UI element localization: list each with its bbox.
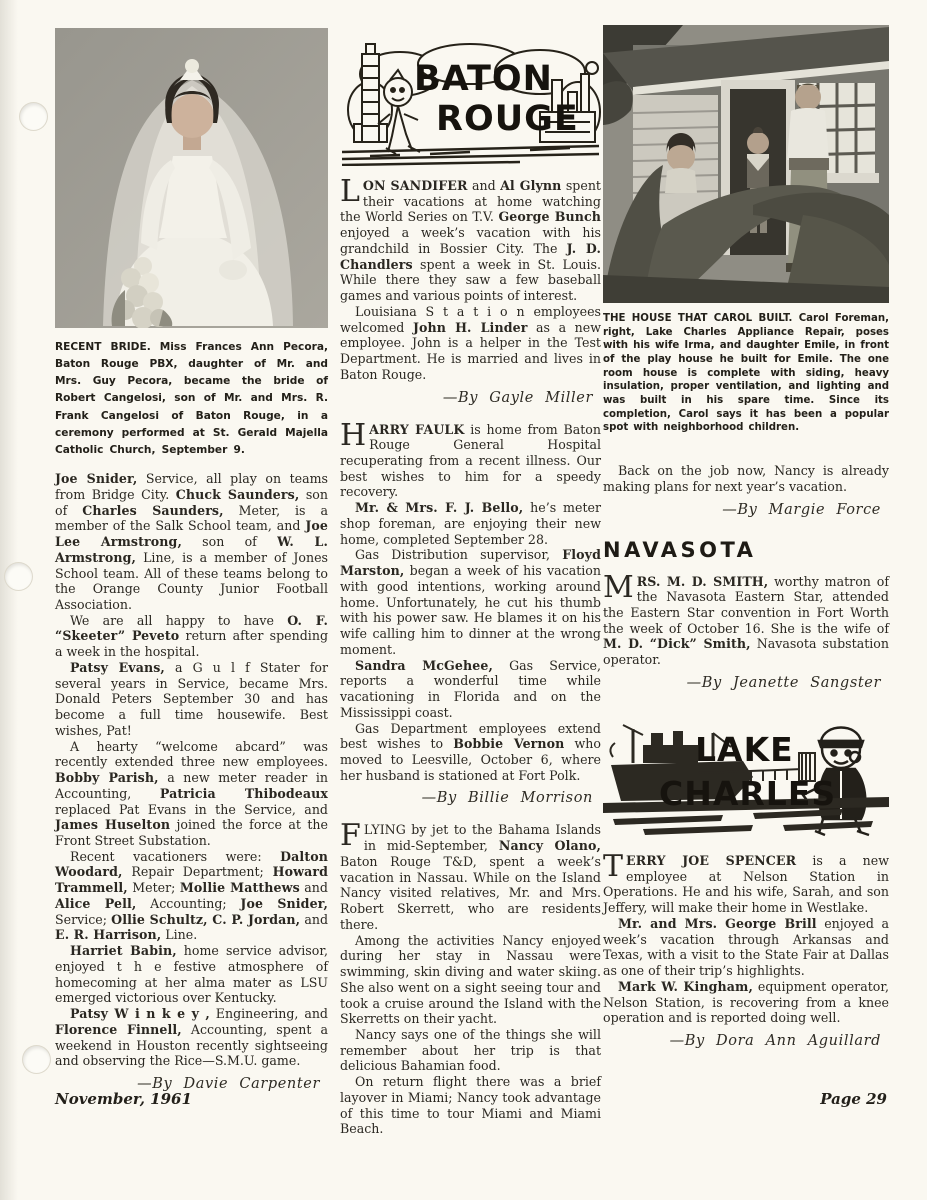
paragraph: Nancy says one of the things she will remember about her trip is that delicious Bahamian food. [340, 1026, 601, 1074]
navasota-heading: NAVASOTA [603, 537, 757, 562]
nancy-wrapup [603, 463, 889, 494]
paragraph: A hearty “welcome abcard” was recently extended three new employees. Bobby Parish, a new meter reader in Accounting, Patricia Thibodeaux replaced Pat Evans in the Service, and James Huselton joined the force at the Front Street Substation. [55, 738, 329, 848]
paragraph: Patsy Evans, a G u l f Stater for several years in Service, became Mrs. Donald Peters September 30 and has become a full time housewife. Best wishes, Pat! [55, 659, 329, 738]
lake-charles-body [603, 848, 890, 1026]
paragraph: LON SANDIFER and Al Glynn spent their vacations at home watching the World Series on T.V. George Bunch enjoyed a week’s vacation with his grandchild in Bossier City. The J. D. Chandlers spent a week in St. Louis. While there they saw a few baseball games and various points of interest. [340, 174, 601, 304]
paragraph: Harriet Babin, home service advisor, enjoyed t h e festive atmosphere of homecoming at her alma mater as LSU emerged victorious over Kentucky. [55, 943, 328, 1006]
paragraph: MRS. M. D. SMITH, worthy matron of the Navasota Eastern Star, attended the Eastern Star convention in Fort Worth the week of October 16. She is the wife of M. D. “Dick” Smith, Navasota substation operator. [603, 569, 889, 668]
paragraph: We are all happy to have O. F. “Skeeter” Peveto return after spending a week in the hospital. [55, 612, 329, 660]
punch-hole [23, 1046, 50, 1073]
paragraph: Recent vacationers were: Dalton Woodard, Repair Department; Howard Trammell, Meter; Mollie Matthews and Alice Pell, Accounting; Joe Snider, Service; Ollie Schultz, C. P. Jordan, and E. R. Harrison, Line. [55, 848, 329, 943]
paragraph: Mark W. Kingham, equipment operator, Nelson Station, is recovering from a knee operation and is reported doing well. [603, 978, 889, 1026]
paragraph: Louisiana S t a t i o n employees welcomed John H. Linder as a new employee. John is a helper in the Test Department. He is married and lives in Baton Rouge. [340, 303, 601, 382]
paragraph: Mr. and Mrs. George Brill enjoyed a week’s vacation through Arkansas and Texas, with a visit to the State Fair at Dallas as one of their trip’s highlights. [603, 915, 889, 979]
middle-column [340, 40, 601, 1137]
paragraph: Sandra McGehee, Gas Service, reports a wonderful time while vacationing in Florida and on the Mississippi coast. [340, 657, 601, 720]
byline-dora-ann-aguillard: —By Dora Ann Aguillard [669, 1033, 881, 1049]
baton-rouge-section-3 [340, 818, 601, 1137]
byline-billie-morrison: —By Billie Morrison [421, 790, 593, 807]
issue-date: November, 1961 [55, 1090, 192, 1108]
navasota-body [603, 569, 889, 668]
byline-jeanette-sangster: —By Jeanette Sangster [686, 674, 881, 691]
paragraph: Gas Department employees extend best wishes to Bobbie Vernon who moved to Leesville, October 6, where her husband is stationed at Fort Polk. [340, 720, 601, 783]
drop-cap: T [603, 848, 624, 884]
paragraph: HARRY FAULK is home from Baton Rouge General Hospital recuperating from a recent illness. Our best wishes to him for a speedy recovery. [340, 417, 601, 500]
right-column [603, 25, 889, 1065]
page-edge-shadow [0, 0, 18, 1200]
paragraph: Gas Distribution supervisor, Floyd Marston, began a week of his vacation with good intentions, working around home. Unfortunately, he cut his thumb with his power saw. He blames it on his wife calling him to dinner at the wrong moment. [340, 547, 601, 657]
bride-photo-caption: RECENT BRIDE. Miss Frances Ann Pecora, Baton Rouge PBX, daughter of Mr. and Mrs. Guy Pecora, became the bride of Robert Cangelosi, son of Mr. and Mrs. R. Frank Cangelosi of Baton Rouge, in a ceremony performed at St. Gerald Majella Catholic Church, September 9. [55, 341, 328, 456]
paragraph: FLYING by jet to the Bahama Islands in mid-September, Nancy Olano, Baton Rouge T&D, spent a week’s vacation in Nassau. While on the Island Nancy visited relatives, Mr. and Mrs. Robert Skerrett, who are residents there. [340, 818, 601, 932]
paragraph: Back on the job now, Nancy is already making plans for next year’s vacation. [603, 463, 889, 494]
baton-rouge-section-2 [340, 417, 601, 784]
paragraph: Mr. & Mrs. F. J. Bello, he’s meter shop foreman, are enjoying their new home, completed September 28. [340, 500, 601, 547]
paragraph: Joe Snider, Service, all play on teams from Bridge City. Chuck Saunders, son of Charles Saunders, Meter, is a member of the Salk School team, and Joe Lee Armstrong, son of W. L. Armstrong, Line, is a member of Jones School team. All of these teams belong to the Orange County Junior Football Association. [55, 471, 329, 612]
bride-portrait-photo [55, 28, 328, 328]
masthead-word-baton: BATON [414, 59, 553, 99]
baton-rouge-section-1 [340, 174, 601, 383]
orange-news-body [55, 471, 328, 1069]
page-number: Page 29 [820, 1090, 887, 1108]
masthead-word-lake: LAKE [695, 729, 794, 769]
paragraph: Among the activities Nancy enjoyed during her stay in Nassau were swimming, skin diving and water skiing. She also went on a sight seeing tour and took a cruise around the Island with the Skerretts on their yacht. [340, 932, 601, 1027]
paragraph: On return flight there was a brief layover in Miami; Nancy took advantage of this time to tour Miami and Miami Beach. [340, 1074, 601, 1137]
byline-margie-force: —By Margie Force [722, 501, 881, 518]
playhouse-photo [603, 25, 889, 303]
baton-rouge-masthead [340, 40, 601, 166]
masthead-word-charles: CHARLES [659, 773, 837, 813]
drop-cap: H [340, 417, 367, 453]
punch-hole [20, 103, 47, 130]
byline-gayle-miller: —By Gayle Miller [442, 389, 593, 406]
lake-charles-masthead [603, 707, 889, 841]
punch-hole [5, 563, 32, 590]
drop-cap: L [340, 174, 360, 209]
drop-cap: M [603, 569, 634, 605]
masthead-word-rouge: ROUGE [436, 99, 579, 139]
byline-davie-carpenter: —By Davie Carpenter [137, 1076, 320, 1092]
drop-cap: F [340, 818, 361, 854]
playhouse-photo-caption: THE HOUSE THAT CAROL BUILT. Carol Foreman, right, Lake Charles Appliance Repair, poses with his wife Irma, and daughter Emile, in front of the play house he built for Emile. The one room house is complete with siding, heavy insulation, proper ventilation, and lighting and was built in his spare time. Since its completion, Carol says it has been a popular spot with neighborhood children. [603, 313, 889, 434]
paragraph: Patsy W i n k e y , Engineering, and Florence Finnell, Accounting, spent a weekend in Houston recently sightseeing and observing the Rice—S.M.U. game. [55, 1006, 329, 1069]
paragraph: TERRY JOE SPENCER is a new employee at Nelson Station in Operations. He and his wife, Sarah, and son Jeffery, will make their home in Westlake. [603, 848, 890, 916]
left-column [55, 28, 328, 1108]
